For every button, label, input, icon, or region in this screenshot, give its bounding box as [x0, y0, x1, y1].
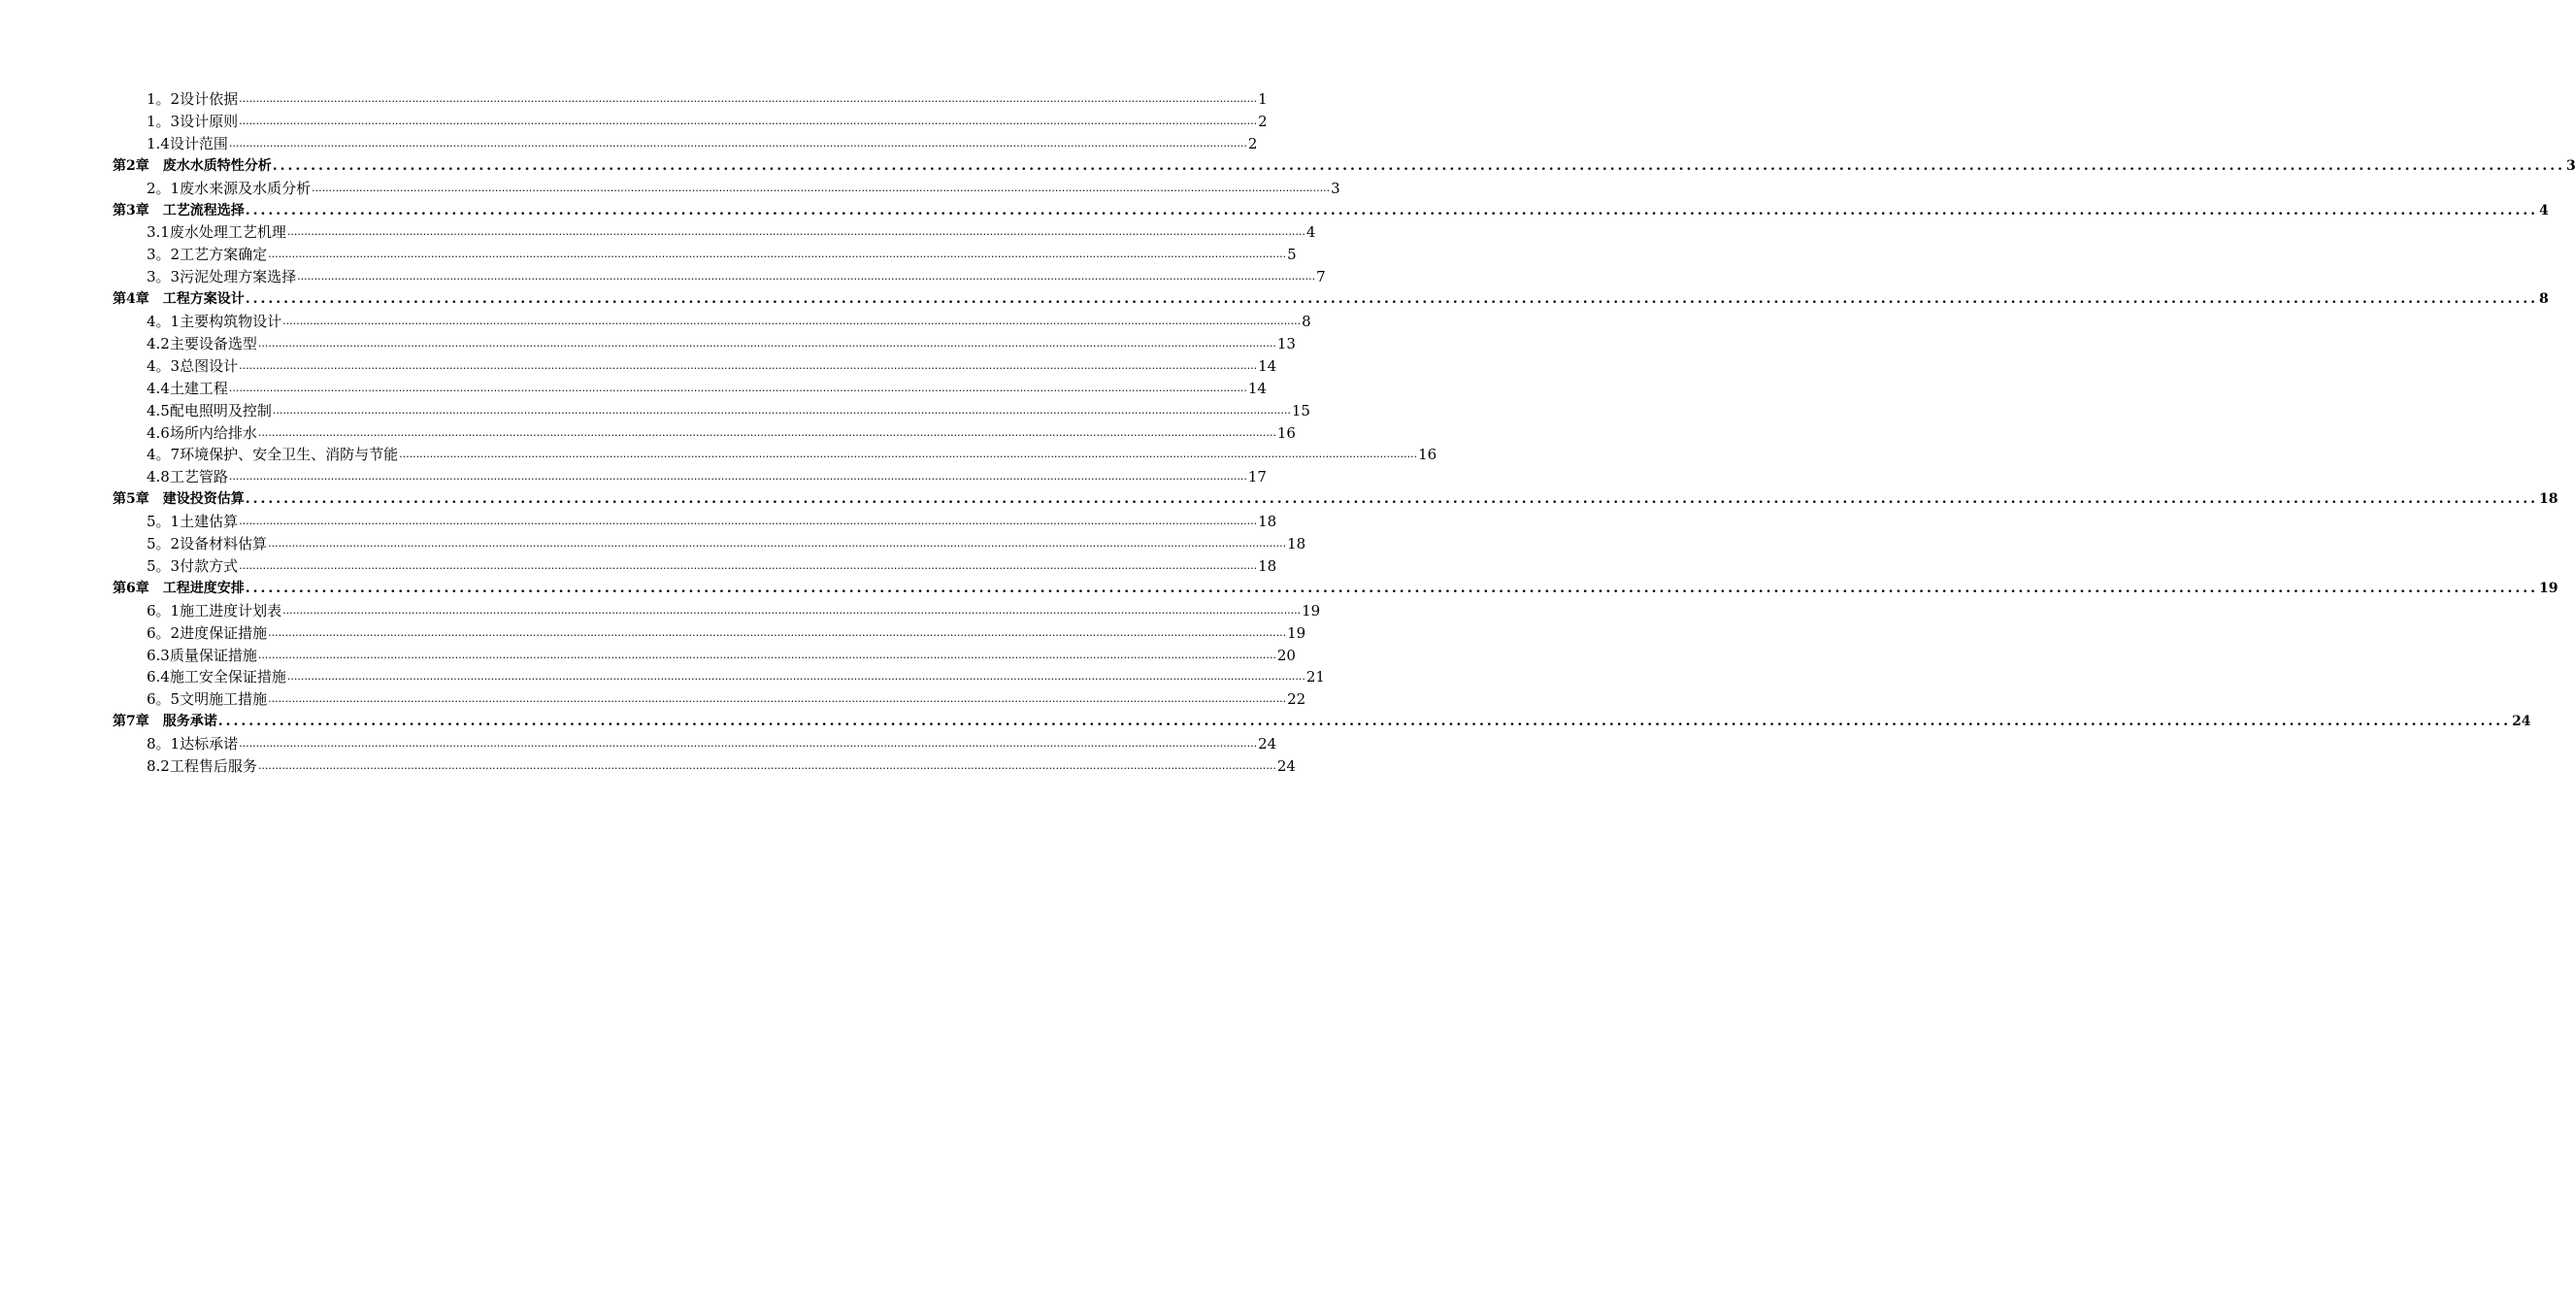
toc-entry-page-number: 18: [1258, 513, 1277, 531]
toc-section-entry[interactable]: [147, 355, 1277, 377]
toc-entry-title: 4.6场所内给排水: [147, 423, 257, 442]
toc-section-entry[interactable]: [147, 511, 1277, 532]
toc-dot-leader: ............................................................................................................................................................................................................................................................................................................: [268, 537, 1287, 550]
toc-chapter-entry[interactable]: [113, 288, 2549, 310]
toc-dot-leader: ............................................................................................................................................................................................................................................................................................................: [228, 470, 1247, 484]
toc-entry-page-number: 18: [1258, 556, 1277, 575]
toc-chapter-entry[interactable]: [113, 578, 2559, 599]
toc-entry-page-number: 14: [1258, 356, 1277, 375]
toc-dot-leader: ............................................................................................................................................................................................................................................................................................................: [399, 448, 1418, 461]
toc-entry-page-number: 14: [1247, 379, 1267, 397]
toc-entry-title: 第7章 服务承诺: [113, 714, 217, 730]
toc-entry-page-number: 3: [1331, 179, 1340, 197]
toc-entry-title: 第5章 建设投资估算: [113, 491, 245, 508]
toc-entry-title: 6。5文明施工措施: [147, 690, 268, 709]
toc-entry-title: 5。1土建估算: [147, 513, 239, 531]
toc-section-entry[interactable]: [147, 600, 1321, 621]
toc-entry-page-number: 3: [2565, 157, 2576, 174]
toc-dot-leader: ............................................................................................................................................................................................................................................................................................................: [312, 181, 1331, 194]
toc-dot-leader: ............................................................................................................................................................................................................................................................................................................: [245, 580, 2538, 596]
toc-dot-leader: ............................................................................................................................................................................................................................................................................................................: [245, 202, 2538, 218]
toc-section-entry[interactable]: [147, 400, 1310, 421]
toc-dot-leader: ............................................................................................................................................................................................................................................................................................................: [272, 157, 2565, 174]
toc-section-entry[interactable]: [147, 244, 1297, 265]
toc-entry-page-number: 7: [1316, 268, 1326, 286]
toc-entry-page-number: 16: [1276, 423, 1296, 442]
toc-section-entry[interactable]: [147, 266, 1326, 287]
toc-entry-title: 5。2设备材料估算: [147, 535, 268, 552]
toc-entry-title: 1.4设计范围: [147, 134, 228, 152]
toc-entry-title: 3。3污泥处理方案选择: [147, 268, 297, 286]
toc-dot-leader: ............................................................................................................................................................................................................................................................................................................: [257, 336, 1276, 350]
toc-chapter-entry[interactable]: [113, 488, 2559, 510]
toc-entry-title: 4.8工艺管路: [147, 468, 228, 486]
toc-entry-page-number: 8: [2538, 291, 2549, 308]
toc-entry-title: 4.2主要设备选型: [147, 334, 257, 352]
toc-entry-title: 1。2设计依据: [147, 90, 239, 108]
toc-dot-leader: ............................................................................................................................................................................................................................................................................................................: [282, 603, 1302, 617]
toc-entry-title: 4。1主要构筑物设计: [147, 313, 282, 330]
toc-dot-leader: ............................................................................................................................................................................................................................................................................................................: [286, 225, 1305, 239]
toc-entry-title: 第6章 工程进度安排: [113, 580, 245, 596]
toc-entry-page-number: 15: [1291, 401, 1310, 419]
toc-section-entry[interactable]: [147, 422, 1296, 444]
toc-entry-title: 6.4施工安全保证措施: [147, 668, 286, 686]
toc-section-entry[interactable]: [147, 755, 1296, 777]
toc-dot-leader: ............................................................................................................................................................................................................................................................................................................: [228, 136, 1247, 150]
toc-entry-page-number: 5: [1287, 246, 1297, 264]
toc-dot-leader: ............................................................................................................................................................................................................................................................................................................: [286, 670, 1305, 684]
toc-dot-leader: ............................................................................................................................................................................................................................................................................................................: [268, 625, 1287, 639]
toc-entry-title: 第3章 工艺流程选择: [113, 202, 245, 218]
toc-dot-leader: ............................................................................................................................................................................................................................................................................................................: [239, 358, 1258, 372]
toc-section-entry[interactable]: [147, 645, 1296, 666]
toc-entry-page-number: 2: [1247, 134, 1258, 152]
toc-section-entry[interactable]: [147, 133, 1258, 154]
toc-section-entry[interactable]: [147, 88, 1268, 110]
toc-section-entry[interactable]: [147, 111, 1268, 132]
toc-entry-page-number: 2: [1258, 112, 1268, 130]
toc-dot-leader: ............................................................................................................................................................................................................................................................................................................: [257, 759, 1276, 772]
toc-section-entry[interactable]: [147, 622, 1306, 644]
toc-dot-leader: ............................................................................................................................................................................................................................................................................................................: [257, 425, 1276, 439]
toc-entry-title: 第4章 工程方案设计: [113, 291, 245, 308]
toc-chapter-entry[interactable]: [113, 711, 2531, 732]
toc-entry-title: 6。1施工进度计划表: [147, 601, 282, 619]
toc-entry-title: 2。1废水来源及水质分析: [147, 179, 312, 197]
toc-dot-leader: ............................................................................................................................................................................................................................................................................................................: [268, 692, 1287, 706]
toc-section-entry[interactable]: [147, 333, 1296, 354]
toc-entry-title: 5。3付款方式: [147, 556, 239, 575]
toc-section-entry[interactable]: [147, 688, 1306, 710]
toc-chapter-entry[interactable]: [113, 200, 2549, 221]
toc-chapter-entry[interactable]: [113, 155, 2576, 177]
toc-section-entry[interactable]: [147, 555, 1277, 577]
toc-entry-page-number: 13: [1276, 334, 1296, 352]
toc-section-entry[interactable]: [147, 378, 1267, 399]
toc-entry-page-number: 19: [1302, 601, 1321, 619]
toc-entry-page-number: 18: [1287, 535, 1306, 552]
toc-dot-leader: ............................................................................................................................................................................................................................................................................................................: [239, 737, 1258, 751]
toc-section-entry[interactable]: [147, 221, 1316, 243]
toc-dot-leader: ............................................................................................................................................................................................................................................................................................................: [257, 648, 1276, 661]
toc-section-entry[interactable]: [147, 178, 1340, 199]
toc-dot-leader: ............................................................................................................................................................................................................................................................................................................: [239, 558, 1258, 572]
toc-entry-page-number: 4: [1305, 223, 1316, 242]
toc-dot-leader: ............................................................................................................................................................................................................................................................................................................: [228, 381, 1247, 394]
toc-section-entry[interactable]: [147, 533, 1306, 554]
toc-entry-title: 1。3设计原则: [147, 112, 239, 130]
toc-entry-page-number: 24: [2511, 714, 2531, 730]
toc-section-entry[interactable]: [147, 466, 1267, 487]
toc-entry-title: 4。7环境保护、安全卫生、消防与节能: [147, 446, 399, 464]
toc-section-entry[interactable]: [147, 311, 1311, 332]
toc-entry-title: 4。3总图设计: [147, 356, 239, 375]
toc-entry-page-number: 19: [1287, 623, 1306, 642]
toc-entry-title: 4.5配电照明及控制: [147, 401, 272, 419]
toc-dot-leader: ............................................................................................................................................................................................................................................................................................................: [217, 714, 2511, 730]
toc-dot-leader: ............................................................................................................................................................................................................................................................................................................: [245, 491, 2538, 508]
toc-entry-title: 8.2工程售后服务: [147, 757, 257, 775]
toc-section-entry[interactable]: [147, 666, 1325, 687]
toc-entry-title: 6.3质量保证措施: [147, 646, 257, 664]
toc-dot-leader: ............................................................................................................................................................................................................................................................................................................: [282, 315, 1302, 327]
toc-entry-title: 3.1废水处理工艺机理: [147, 223, 286, 242]
toc-section-entry[interactable]: [147, 733, 1277, 754]
toc-entry-page-number: 17: [1247, 468, 1267, 486]
toc-entry-page-number: 8: [1302, 313, 1311, 330]
toc-entry-title: 4.4土建工程: [147, 379, 228, 397]
toc-entry-page-number: 20: [1276, 646, 1296, 664]
toc-entry-page-number: 22: [1287, 690, 1306, 709]
toc-entry-page-number: 19: [2538, 580, 2559, 596]
toc-entry-page-number: 1: [1258, 90, 1268, 108]
toc-dot-leader: ............................................................................................................................................................................................................................................................................................................: [268, 248, 1287, 261]
toc-entry-title: 第2章 废水水质特性分析: [113, 157, 272, 174]
toc-dot-leader: ............................................................................................................................................................................................................................................................................................................: [239, 92, 1258, 105]
toc-entry-title: 8。1达标承诺: [147, 735, 239, 753]
toc-entry-page-number: 18: [2538, 491, 2559, 508]
toc-dot-leader: ............................................................................................................................................................................................................................................................................................................: [245, 291, 2538, 308]
toc-entry-page-number: 24: [1276, 757, 1296, 775]
toc-dot-leader: ............................................................................................................................................................................................................................................................................................................: [239, 114, 1258, 127]
toc-entry-title: 3。2工艺方案确定: [147, 246, 268, 264]
toc-entry-page-number: 24: [1258, 735, 1277, 753]
toc-section-entry[interactable]: [147, 444, 1437, 465]
toc-entry-page-number: 4: [2538, 202, 2549, 218]
toc-dot-leader: ............................................................................................................................................................................................................................................................................................................: [297, 270, 1316, 284]
toc-entry-page-number: 16: [1418, 446, 1437, 464]
toc-entry-page-number: 21: [1305, 668, 1325, 686]
toc-dot-leader: ............................................................................................................................................................................................................................................................................................................: [272, 403, 1291, 417]
toc-dot-leader: ............................................................................................................................................................................................................................................................................................................: [239, 515, 1258, 528]
toc-entry-title: 6。2进度保证措施: [147, 623, 268, 642]
